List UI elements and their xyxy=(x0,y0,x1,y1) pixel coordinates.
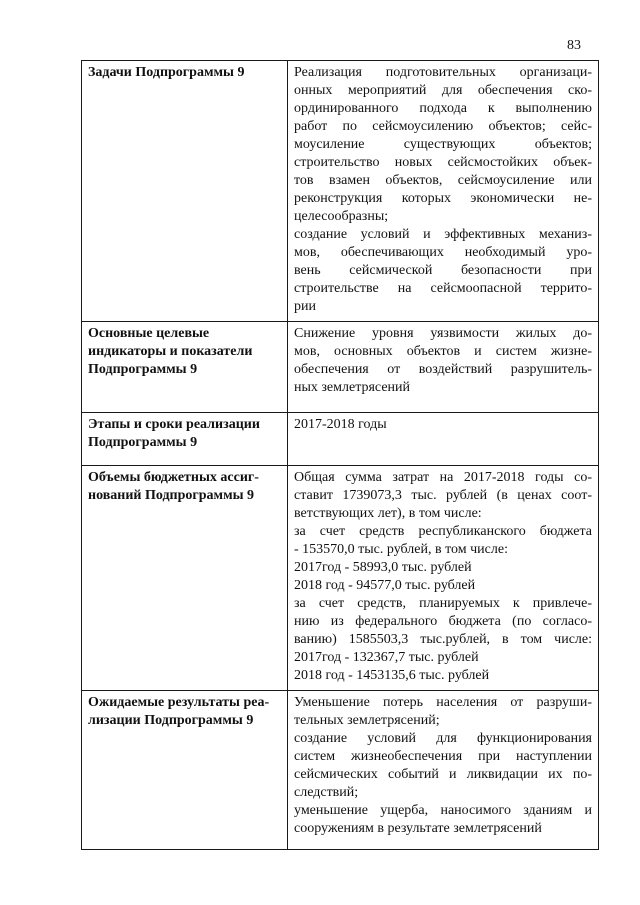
value-line: тельных землетрясений; xyxy=(294,713,440,728)
value-line: вень сейсмической безопасности при xyxy=(294,263,592,278)
value-line: рии xyxy=(294,299,316,314)
value-line: систем жизнеобеспечения при наступлении xyxy=(294,749,592,764)
row-label xyxy=(82,61,288,322)
value-line: сейсмических событий и ликвидации их по- xyxy=(294,767,592,782)
value-line: онных мероприятий для обеспечения ско- xyxy=(294,83,592,98)
label-line: Задачи Подпрограммы 9 xyxy=(88,65,245,80)
row-label xyxy=(82,466,288,691)
value-line: сооружениям в результате землетрясений xyxy=(294,821,542,836)
value-line: за счет средств, планируемых к привлече- xyxy=(294,596,592,611)
value-line: работ по сейсмоусилению объектов; сейс- xyxy=(294,119,592,134)
value-line: создание условий для функционирования xyxy=(294,731,592,746)
page-number: 83 xyxy=(567,38,581,53)
value-line: целесообразны; xyxy=(294,209,389,224)
value-line: 2018 год - 1453135,6 тыс. рублей xyxy=(294,668,490,683)
label-line: индикаторы и показатели xyxy=(88,344,253,359)
value-line: Общая сумма затрат на 2017-2018 годы со- xyxy=(294,470,592,485)
value-line: мов, обеспечивающих необходимый уро- xyxy=(294,245,592,260)
value-line: 2017год - 132367,7 тыс. рублей xyxy=(294,650,479,665)
label-line: лизации Подпрограммы 9 xyxy=(88,713,254,728)
row-value xyxy=(288,466,599,691)
value-line: 2018 год - 94577,0 тыс. рублей xyxy=(294,578,476,593)
value-line: моусиление существующих объектов; xyxy=(294,137,592,152)
label-line: Ожидаемые результаты реа- xyxy=(88,695,270,710)
value-line: следствий; xyxy=(294,785,359,800)
row-label xyxy=(82,691,288,850)
value-line: Снижение уровня уязвимости жилых до- xyxy=(294,326,592,341)
value-line: ванию) 1585503,3 тыс.рублей, в том числе: xyxy=(294,632,592,647)
value-line: реконструкция которых экономически не- xyxy=(294,191,592,206)
table-row-stages xyxy=(82,413,599,466)
row-value xyxy=(288,61,599,322)
row-value xyxy=(288,413,599,466)
value-line: строительстве на сейсмоопасной террито- xyxy=(294,281,592,296)
table-row-tasks xyxy=(82,61,599,322)
table-row-indicators xyxy=(82,322,599,413)
value-line: 2017год - 58993,0 тыс. рублей xyxy=(294,560,472,575)
label-line: Подпрограммы 9 xyxy=(88,362,198,377)
subprogram-passport-table xyxy=(81,60,599,850)
value-line: Реализация подготовительных организаци- xyxy=(294,65,592,80)
row-label xyxy=(82,322,288,413)
value-line: ных землетрясений xyxy=(294,380,411,395)
label-line: Объемы бюджетных ассиг- xyxy=(88,470,259,485)
value-line: обеспечения от воздействий разрушитель- xyxy=(294,362,592,377)
value-line: нию из федерального бюджета (по согласо- xyxy=(294,614,592,629)
value-line: за счет средств республиканского бюджета xyxy=(294,524,592,539)
value-line: создание условий и эффективных механиз- xyxy=(294,227,592,242)
value-line: ветствующих лет), в том числе: xyxy=(294,506,482,521)
row-value xyxy=(288,691,599,850)
row-value xyxy=(288,322,599,413)
row-label xyxy=(82,413,288,466)
value-line: тов взамен объектов, сейсмоусиление или xyxy=(294,173,592,188)
label-line: нований Подпрограммы 9 xyxy=(88,488,255,503)
label-line: Основные целевые xyxy=(88,326,210,341)
value-line: уменьшение ущерба, наносимого зданиям и xyxy=(294,803,592,818)
value-line: 2017-2018 годы xyxy=(294,417,387,432)
value-line: Уменьшение потерь населения от разруши- xyxy=(294,695,592,710)
value-line: ординированного подхода к выполнению xyxy=(294,101,592,116)
label-line: Этапы и сроки реализации xyxy=(88,417,260,432)
value-line: - 153570,0 тыс. рублей, в том числе: xyxy=(294,542,508,557)
value-line: ставит 1739073,3 тыс. рублей (в ценах соот- xyxy=(294,488,592,503)
table-row-results xyxy=(82,691,599,850)
label-line: Подпрограммы 9 xyxy=(88,435,198,450)
table-row-budget xyxy=(82,466,599,691)
value-line: строительство новых сейсмостойких объек- xyxy=(294,155,592,170)
value-line: мов, основных объектов и систем жизне- xyxy=(294,344,592,359)
